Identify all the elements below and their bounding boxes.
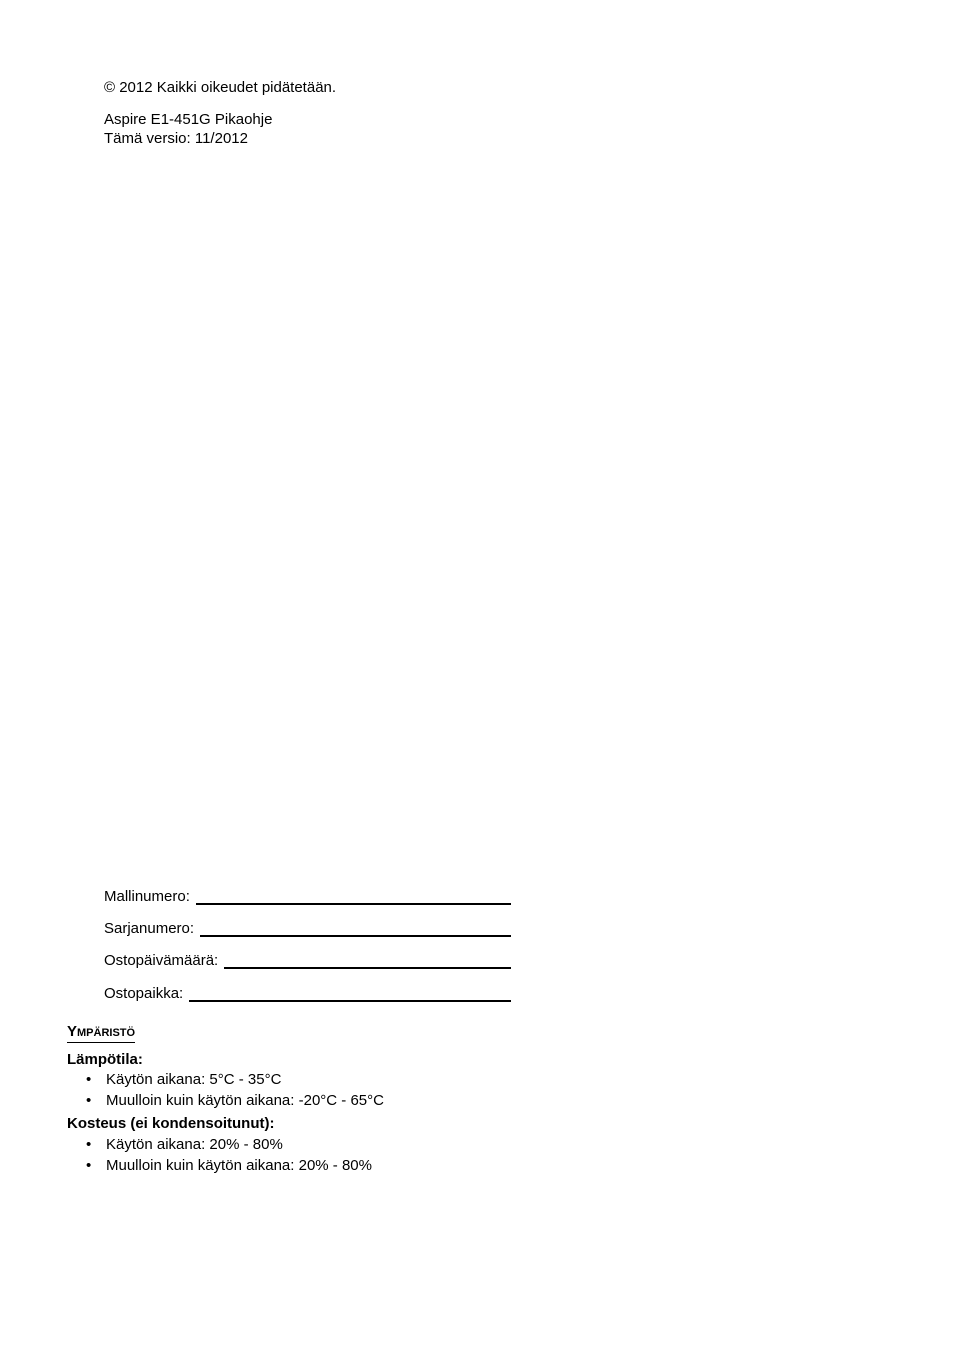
form-label-purchase-date: Ostopäivämäärä:	[104, 952, 219, 969]
form-fill-line[interactable]	[200, 935, 511, 937]
list-item	[86, 1070, 281, 1089]
temperature-label: Lämpötila:	[67, 1051, 143, 1068]
bullet-icon: •	[86, 1071, 92, 1088]
copyright-notice: © 2012 Kaikki oikeudet pidätetään.	[104, 79, 337, 96]
product-title: Aspire E1-451G Pikaohje	[104, 111, 273, 128]
form-fill-line[interactable]	[189, 1000, 511, 1002]
list-item-text: Muulloin kuin käytön aikana: 20% - 80%	[106, 1157, 372, 1174]
form-fill-line[interactable]	[196, 903, 511, 905]
list-item	[86, 1156, 372, 1175]
list-item	[86, 1091, 384, 1110]
list-item	[86, 1135, 283, 1154]
version-line: Tämä versio: 11/2012	[104, 130, 248, 147]
form-label-serial-number: Sarjanumero:	[104, 920, 195, 937]
list-item-text: Käytön aikana: 5°C - 35°C	[106, 1071, 282, 1088]
form-label-model-number: Mallinumero:	[104, 888, 190, 905]
form-row-serial-number	[104, 916, 511, 938]
form-fill-line[interactable]	[224, 967, 511, 969]
form-row-purchase-place	[104, 981, 511, 1003]
bullet-icon: •	[86, 1092, 92, 1109]
bullet-icon: •	[86, 1136, 92, 1153]
list-item-text: Muulloin kuin käytön aikana: -20°C - 65°C	[106, 1092, 384, 1109]
form-row-model-number	[104, 884, 511, 906]
section-heading-environment: Ympäristö	[67, 1022, 135, 1043]
form-row-purchase-date	[104, 948, 511, 970]
list-item-text: Käytön aikana: 20% - 80%	[106, 1136, 283, 1153]
humidity-label: Kosteus (ei kondensoitunut):	[67, 1115, 275, 1132]
form-label-purchase-place: Ostopaikka:	[104, 985, 184, 1002]
bullet-icon: •	[86, 1157, 92, 1174]
